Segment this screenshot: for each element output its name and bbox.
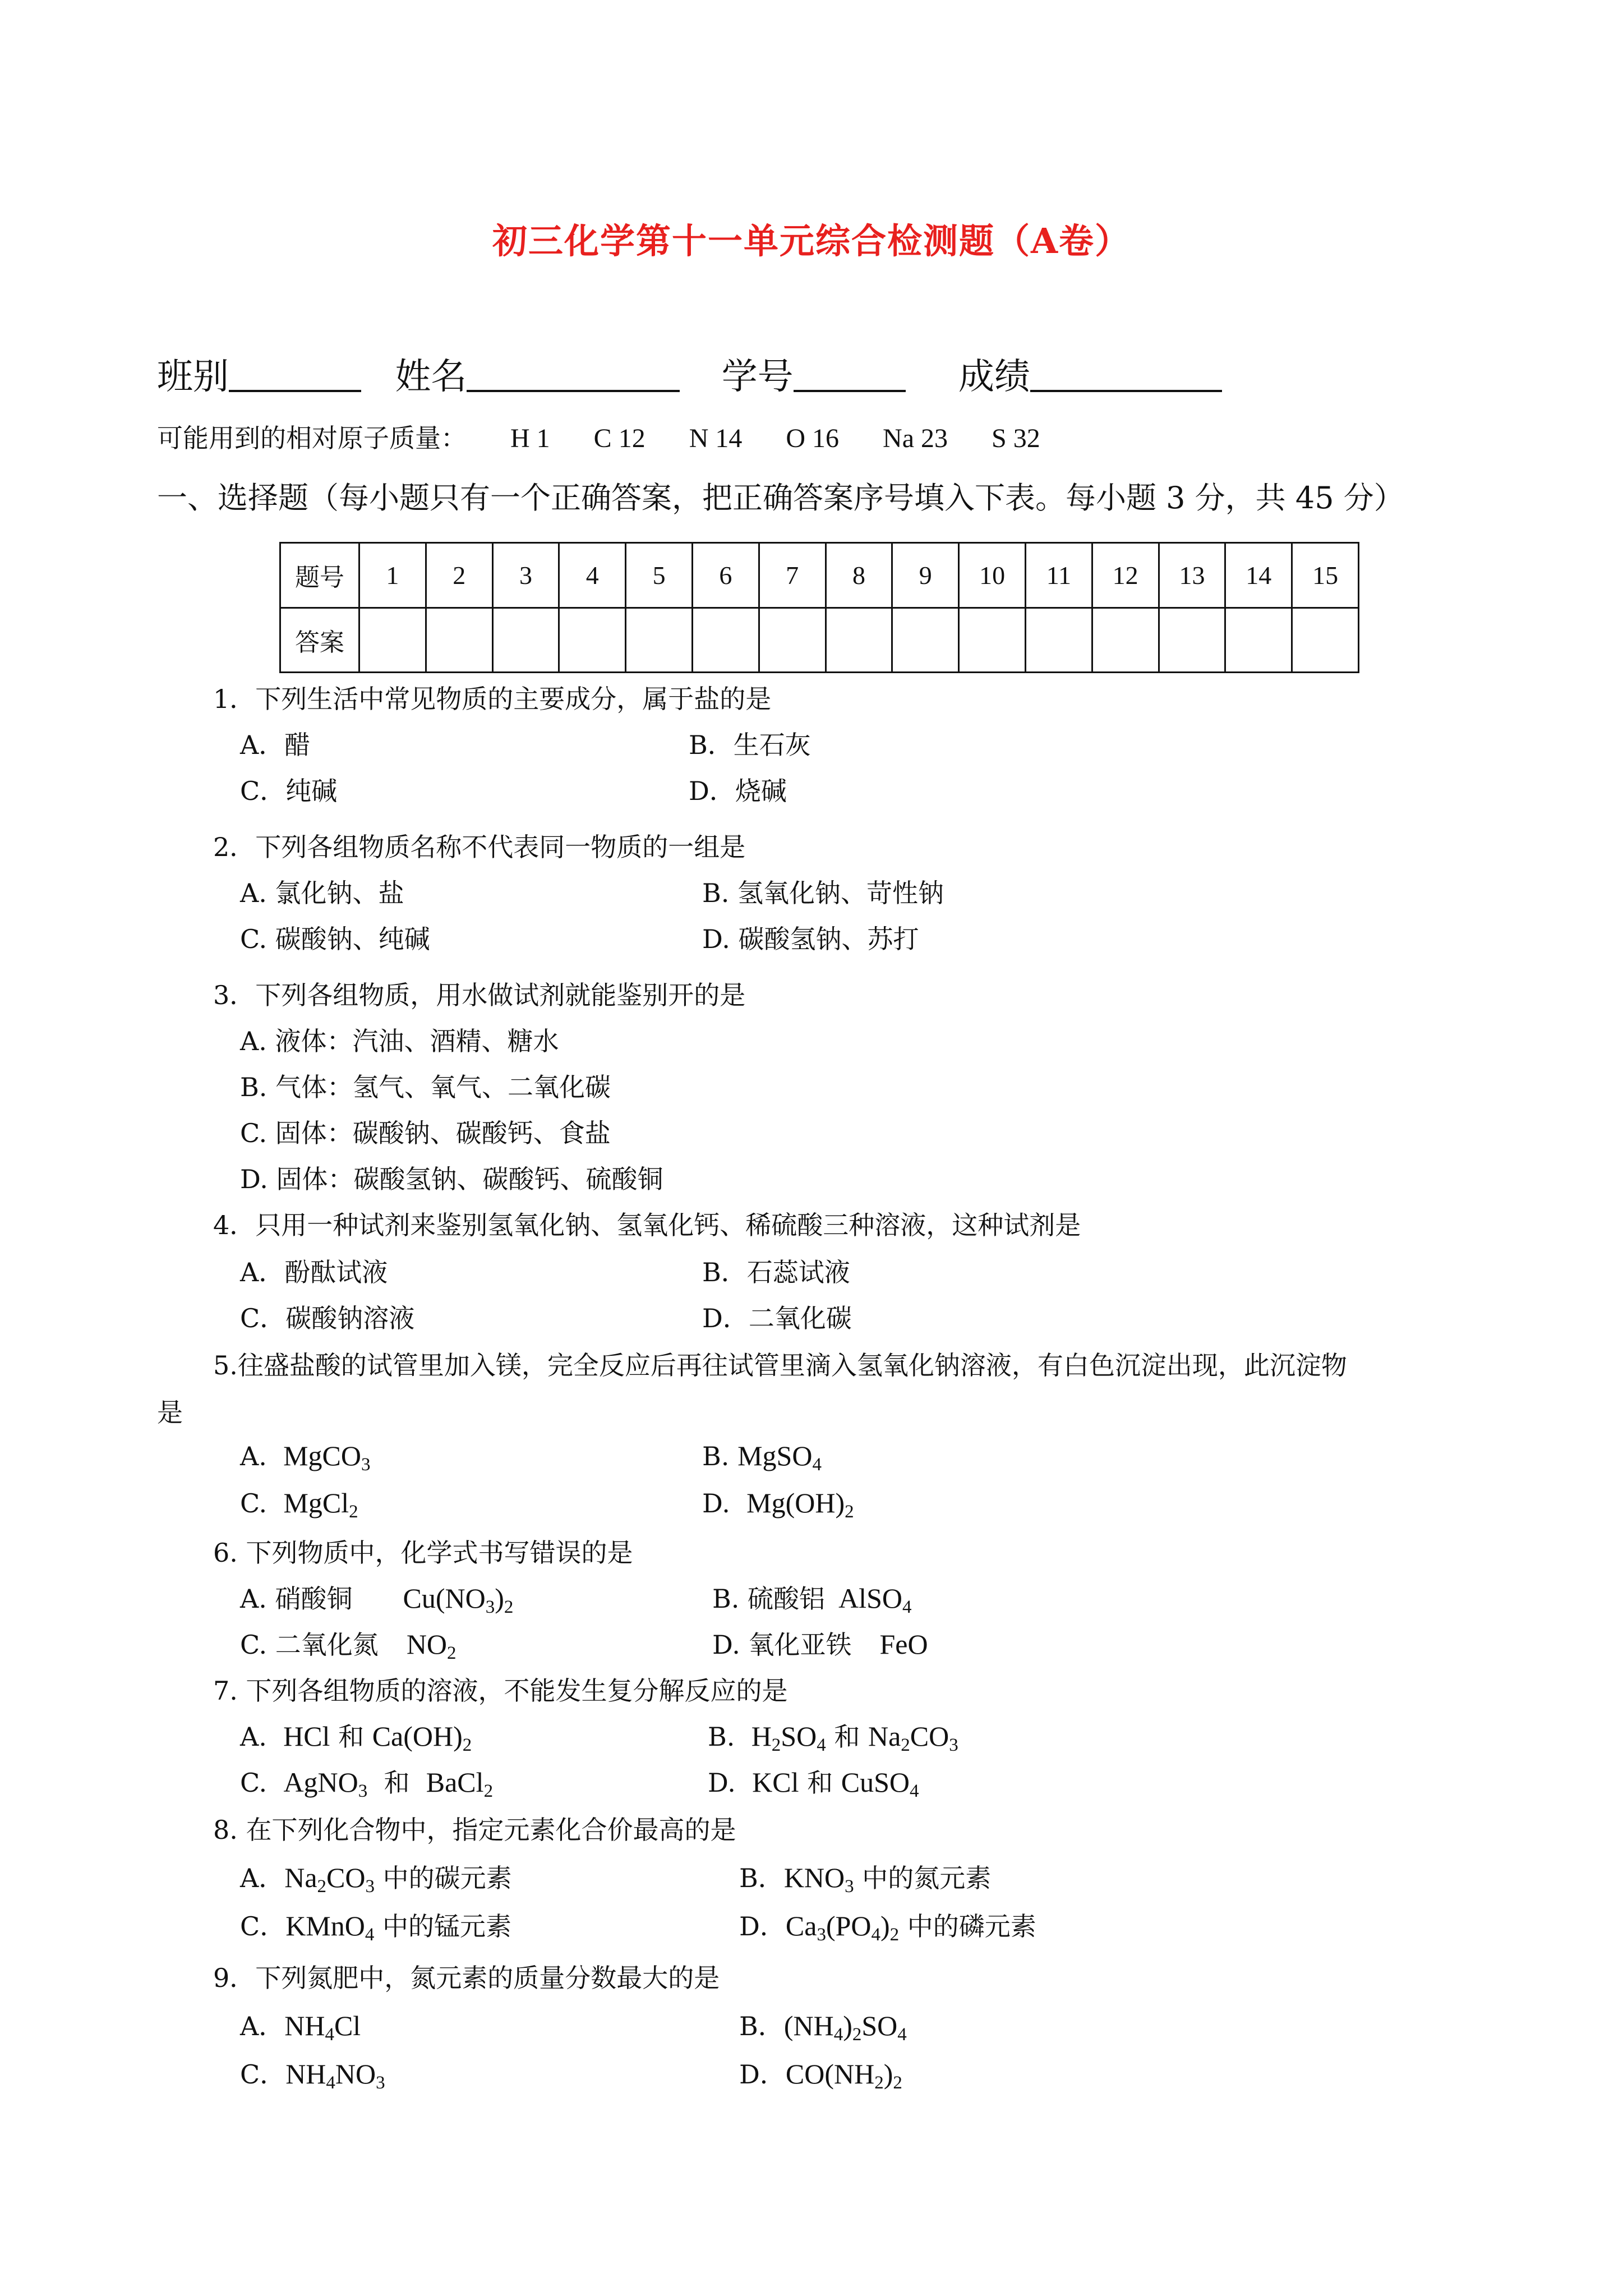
question-number-cell: 15 (1292, 543, 1359, 608)
formula-mgcl2: MgCl$_2$ (283, 1487, 358, 1522)
question-3-option-b[interactable]: B. 气体：氢气、氧气、二氧化碳 (240, 1072, 611, 1102)
option-letter: B. (708, 1722, 735, 1752)
question-number-cell: 5 (626, 543, 693, 608)
question-number-cell: 4 (559, 543, 626, 608)
question-6-option-b[interactable] (712, 1579, 911, 1616)
option-letter: B. (702, 1441, 730, 1471)
option-name: C. 二氧化氮 (240, 1630, 379, 1660)
question-5-option-b[interactable] (702, 1439, 822, 1475)
option-letter: D． (739, 2059, 786, 2090)
answer-cell[interactable] (826, 608, 892, 673)
question-1-option-d[interactable]: D．烧碱 (689, 776, 787, 806)
formula-na2co3: $Na_2CO_3$ (868, 1720, 958, 1756)
question-number-cell: 9 (892, 543, 959, 608)
question-4-option-a[interactable]: A．酚酞试液 (240, 1257, 388, 1287)
number-blank[interactable] (794, 356, 906, 392)
question-6-option-a[interactable] (240, 1579, 513, 1616)
option-tail: 中的氮元素 (862, 1863, 992, 1893)
class-blank[interactable] (229, 356, 361, 392)
question-8-option-d[interactable] (739, 1906, 1036, 1943)
answer-cell[interactable] (426, 608, 492, 673)
formula-agno3: AgNO$_3$ (283, 1766, 368, 1802)
question-9-option-b[interactable] (739, 2006, 907, 2043)
answer-cell[interactable] (1225, 608, 1292, 673)
answer-cell[interactable] (626, 608, 693, 673)
and-word: 和 (384, 1768, 410, 1798)
formula-nh42so4: $(NH_4)_2SO_4$ (783, 2010, 907, 2045)
option-letter: A． (240, 2011, 285, 2041)
answer-cell[interactable] (559, 608, 626, 673)
option-letter: A． (240, 1863, 285, 1893)
answer-cell[interactable] (359, 608, 426, 673)
formula-mgso4: MgSO$_4$ (737, 1440, 822, 1475)
formula-mgoh2: $Mg(OH)_2$ (746, 1487, 854, 1522)
question-7-stem: 7. 下列各组物质的溶液，不能发生复分解反应的是 (213, 1676, 788, 1706)
option-letter: A. (240, 1441, 267, 1471)
formula-also4: AlSO$_4$ (838, 1582, 912, 1618)
question-1-option-b[interactable]: B．生石灰 (689, 730, 811, 760)
formula-cuso4: CuSO$_4$ (841, 1766, 919, 1802)
question-7-option-a[interactable] (240, 1717, 472, 1754)
option-name: D. 氧化亚铁 (712, 1630, 852, 1660)
number-label: 学号 (721, 356, 794, 398)
answer-table (279, 542, 1359, 673)
question-number-cell: 8 (826, 543, 892, 608)
question-6-stem: 6. 下列物质中，化学式书写错误的是 (213, 1538, 633, 1568)
atomic-mass-o: O 16 (786, 424, 840, 453)
question-number-cell: 1 (359, 543, 426, 608)
atomic-mass-c: C 12 (593, 424, 645, 453)
atomic-mass-label: 可能用到的相对原子质量： (157, 423, 467, 453)
question-number-cell: 14 (1225, 543, 1292, 608)
answer-cell[interactable] (1292, 608, 1359, 673)
question-number-cell: 11 (1025, 543, 1092, 608)
formula-na2co3: $Na_2CO_3$ (284, 1862, 375, 1897)
question-9-option-c[interactable] (240, 2054, 385, 2091)
question-3-option-a[interactable]: A. 液体：汽油、酒精、糖水 (240, 1026, 559, 1056)
option-letter: D. (702, 1488, 730, 1519)
formula-h2so4: $H_2SO_4$ (751, 1720, 826, 1756)
question-number-cell: 12 (1092, 543, 1159, 608)
question-5-option-a[interactable] (240, 1439, 371, 1475)
formula-bacl2: BaCl$_2$ (426, 1766, 494, 1802)
question-5-stem-continued: 是 (157, 1397, 183, 1428)
answer-header: 答案 (280, 608, 359, 673)
atomic-mass-na: Na 23 (883, 424, 948, 453)
question-2-stem: 2．下列各组物质名称不代表同一物质的一组是 (213, 832, 746, 862)
and-word: 和 (338, 1722, 365, 1752)
question-8-option-a[interactable] (240, 1858, 512, 1895)
atomic-mass-h: H 1 (510, 424, 550, 453)
answer-cell[interactable] (692, 608, 759, 673)
name-label: 姓名 (395, 356, 467, 398)
question-number-cell: 13 (1159, 543, 1225, 608)
atomic-mass-line (157, 418, 1040, 455)
answer-cell[interactable] (1159, 608, 1225, 673)
option-letter: C． (240, 1911, 286, 1941)
option-name: B. 硫酸铝 (712, 1584, 826, 1614)
question-9-option-d[interactable] (739, 2054, 902, 2091)
question-7-option-b[interactable] (708, 1717, 958, 1754)
question-4-stem: 4．只用一种试剂来鉴别氢氧化钠、氢氧化钙、稀硫酸三种溶液，这种试剂是 (213, 1210, 1081, 1240)
formula-kmno4: KMnO$_4$ (285, 1910, 375, 1945)
question-number-cell: 10 (959, 543, 1026, 608)
question-2-option-d[interactable]: D. 碳酸氢钠、苏打 (702, 924, 919, 954)
question-6-option-c[interactable] (240, 1625, 457, 1662)
score-blank[interactable] (1030, 356, 1222, 392)
question-2-option-a[interactable]: A. 氯化钠、盐 (240, 878, 404, 908)
question-9-option-a[interactable] (240, 2006, 361, 2043)
formula-no2: $NO_2$ (406, 1628, 457, 1664)
option-tail: 中的碳元素 (382, 1863, 512, 1893)
question-6-option-d[interactable] (712, 1625, 928, 1662)
exam-title: 初三化学第十一单元综合检测题（A卷） (492, 220, 1131, 261)
formula-caoh2: $Ca(OH)_2$ (372, 1720, 472, 1756)
option-letter: D． (739, 1911, 786, 1941)
option-letter: B． (739, 2011, 784, 2041)
answer-cell[interactable] (1092, 608, 1159, 673)
formula-ca3po42: $Ca_3(PO_4)_2$ (785, 1910, 900, 1945)
option-letter: C． (240, 2059, 286, 2090)
question-8-stem: 8. 在下列化合物中，指定元素化合价最高的是 (213, 1815, 736, 1845)
question-number-cell: 6 (692, 543, 759, 608)
answer-cell[interactable] (1025, 608, 1092, 673)
answer-table-answer-row (280, 608, 1359, 673)
score-label: 成绩 (958, 356, 1031, 398)
answer-cell[interactable] (492, 608, 559, 673)
question-5-option-c[interactable] (240, 1487, 358, 1522)
atomic-mass-n: N 14 (689, 424, 743, 453)
section-heading: 一、选择题（每小题只有一个正确答案，把正确答案序号填入下表。每小题 3 分，共 45 分） (157, 480, 1404, 516)
answer-cell[interactable] (959, 608, 1026, 673)
question-1-stem: 1．下列生活中常见物质的主要成分，属于盐的是 (213, 684, 772, 714)
question-5-option-d[interactable] (702, 1487, 854, 1522)
question-number-header: 题号 (280, 543, 359, 608)
question-7-option-c[interactable] (240, 1763, 493, 1800)
question-1-option-c[interactable]: C．纯碱 (240, 776, 338, 806)
question-3-option-d[interactable]: D. 固体：碳酸氢钠、碳酸钙、硫酸铜 (240, 1164, 663, 1194)
question-1-option-a[interactable]: A．醋 (240, 730, 311, 760)
option-letter: B． (739, 1863, 784, 1893)
answer-table-number-row (280, 543, 1359, 608)
question-5-stem: 5.往盛盐酸的试管里加入镁，完全反应后再往试管里滴入氢氧化钠溶液，有白色沉淀出现，此沉淀物 (213, 1350, 1347, 1381)
and-word: 和 (834, 1722, 860, 1752)
formula-hcl: HCl (283, 1720, 330, 1752)
question-4-option-b[interactable]: B．石蕊试液 (702, 1257, 850, 1287)
answer-cell[interactable] (892, 608, 959, 673)
question-7-option-d[interactable] (708, 1763, 919, 1800)
student-info-line (157, 348, 1244, 399)
formula-kcl: KCl (752, 1766, 799, 1798)
option-letter: D. (708, 1768, 736, 1798)
option-tail: 中的磷元素 (907, 1911, 1036, 1941)
and-word: 和 (807, 1768, 833, 1798)
question-8-option-c[interactable] (240, 1906, 511, 1943)
option-letter: C. (240, 1488, 268, 1519)
question-8-option-b[interactable] (739, 1858, 991, 1895)
class-label: 班别 (157, 356, 229, 398)
formula-kno3: $KNO_3$ (783, 1862, 854, 1897)
formula-nh4cl: $NH_4Cl$ (284, 2010, 361, 2045)
answer-cell[interactable] (759, 608, 826, 673)
formula-mgco3: MgCO$_3$ (283, 1440, 371, 1475)
option-tail: 中的锰元素 (382, 1911, 512, 1941)
formula-conh22: $CO(NH_2)_2$ (785, 2058, 902, 2093)
question-4-option-d[interactable]: D．二氧化碳 (702, 1303, 852, 1333)
option-name: A. 硝酸铜 (240, 1584, 353, 1614)
atomic-mass-s: S 32 (992, 424, 1040, 453)
formula-nh4no3: $NH_4NO_3$ (285, 2058, 385, 2093)
question-2-option-b[interactable]: B. 氢氧化钠、苛性钠 (702, 878, 944, 908)
formula-cuno32: $Cu(NO_3)_2$ (403, 1582, 514, 1618)
name-blank[interactable] (467, 356, 680, 392)
question-3-option-c[interactable]: C. 固体：碳酸钠、碳酸钙、食盐 (240, 1118, 611, 1148)
option-letter: A. (240, 1722, 267, 1752)
question-9-stem: 9．下列氮肥中，氮元素的质量分数最大的是 (213, 1963, 720, 1993)
question-number-cell: 7 (759, 543, 826, 608)
question-4-option-c[interactable]: C．碳酸钠溶液 (240, 1303, 415, 1333)
formula-feo: FeO (879, 1628, 928, 1660)
question-2-option-c[interactable]: C. 碳酸钠、纯碱 (240, 924, 430, 954)
question-number-cell: 2 (426, 543, 492, 608)
question-3-stem: 3．下列各组物质，用水做试剂就能鉴别开的是 (213, 980, 746, 1010)
question-number-cell: 3 (492, 543, 559, 608)
option-letter: C. (240, 1768, 268, 1798)
